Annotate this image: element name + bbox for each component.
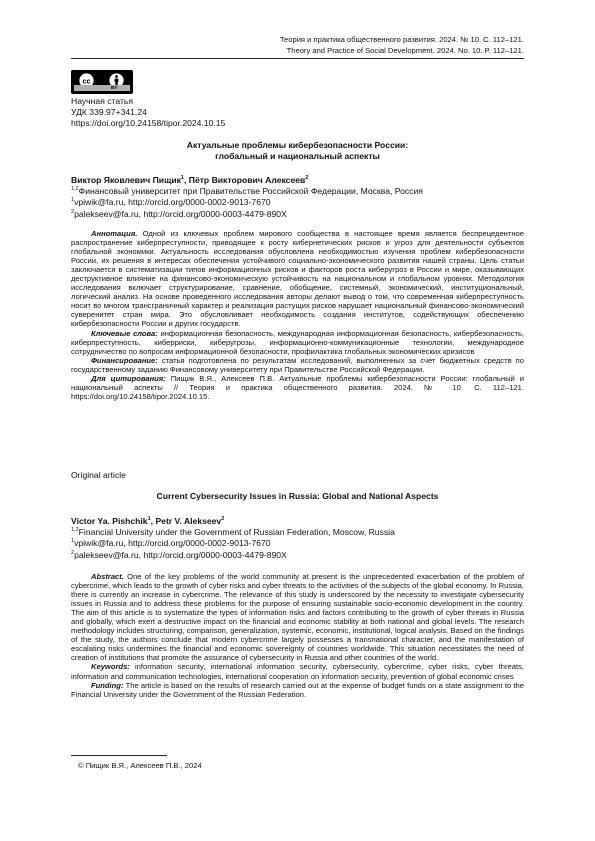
contact1-en[interactable]: $^1$vpiwik@fa.ru, http://orcid.org/0000-0002-9013-7670 (71, 538, 271, 549)
keywords-text-en: information security, international information security, cybersecurity, cybercrime, cyber risks, cyber threats, information and communication technologies, international cooperation on information security, prevention of global economic crises (71, 662, 524, 681)
article-type-en: Original article (71, 470, 126, 480)
affiliation-ru: $^{1,2}$Финансовый университет при Правительстве Российской Федерации, Москва, Россия (71, 186, 423, 197)
doi-link[interactable]: https://doi.org/10.24158/tipor.2024.10.15 (71, 118, 226, 129)
abstract-text-en: One of the key problems of the world community at present is the unprecedented exacerbation of the problem of cybercrime, which leads to the growth of cyber risks and cyber threats to the activities of the subjects of the global economy. In Russia, there is currently an increase in cybercrime. The relevance of this study is underscored by the necessity to investigate cybersecurity issues in Russia and to address these problems for the purpose of ensuring sustainable socio-economic development in the country. The aim of this article is to systematize the types of information risks and factors contributing to the growth of cyber threats in Russia and globally, which exert a destructive impact on the financial and economic stability at both national and global levels. The research methodology includes structuring, comparison, generalization, systemic, economic, institutional, logical analysis. Based on the findings of the study, the authors conclude that modern cybercrime largely possesses a transnational character, and the manifestation of escalating risks undermines the financial and economic sovereignty of countries worldwide. This situation necessitates the need of creation of institutions that promote the assurance of cybersecurity in Russia and other countries of the world. (71, 572, 524, 663)
keywords-ru (71, 329, 524, 356)
article-title-en: Current Cybersecurity Issues in Russia: Global and National Aspects (156, 491, 439, 501)
funding-en (71, 681, 524, 699)
authors-en (71, 516, 524, 561)
funding-ru (71, 356, 524, 374)
udc-code: УДК 339.97+341.24 (71, 107, 147, 118)
title-ru-line1: Актуальные проблемы кибербезопасности России: (186, 140, 409, 150)
authors-ru (71, 175, 524, 220)
abstract-en (71, 572, 524, 662)
abstract-ru (71, 229, 524, 329)
abstract-text-ru: Одной из ключевых проблем мирового сообщества в настоящее время является беспрецедентное распространение киберпреступности, приводящее к росту кибернетических рисков и угроз для деятельности субъектов глобальной экономики. Актуальность исследования обусловлена необходимостью изучения проблем кибербезопасности России, их решения в интересах обеспечения устойчивого социально-экономического развития нашей страны. Цель статьи заключается в систематизации типов информационных рисков и факторов роста киберугроз в России и мире, оказывающих деструктивное влияние на финансово-экономическую устойчивость на национальном и глобальном уровнях. Методология исследования включает структурирование, сравнение, обобщение, системный, экономический, институциональный, логический анализ. На основе проведенного исследования авторы делают вывод о том, что современная киберпреступность носит во многом трансграничный характер и реализация растущих рисков нарушает национальный финансово-экономический суверенитет стран мира. Это обусловливает необходимость создания институтов, содействующих обеспечению кибербезопасности России и других государств. (71, 229, 524, 329)
author1-en: Victor Ya. Pishchik (71, 516, 148, 526)
contact1-ru[interactable]: $^1$vpiwik@fa.ru, http://orcid.org/0000-0002-9013-7670 (71, 197, 271, 208)
author-separator: , (183, 175, 189, 185)
author2-ru: Пётр Викторович Алексеев (188, 175, 306, 185)
affiliation-ref: 1,2 (71, 186, 79, 193)
abstract-label-en: Abstract. (91, 572, 124, 581)
contact2-ru[interactable]: $^2$palekseev@fa.ru, http://orcid.org/0000-0003-4479-890X (71, 208, 287, 219)
citation-text-ru: Пищик В.Я., Алексеев П.В. Актуальные проблемы кибербезопасности России: глобальный и национальный аспекты // Теория и практика общественного развития. 2024. № 10. С. 112–121. https://doi.org/10.24158/tipor.2024.10.15. (71, 373, 525, 401)
title-ru-line2: глобальный и национальный аспекты (215, 151, 380, 162)
journal-header-ru: Теория и практика общественного развития. 2024. № 10. С. 112–121. (279, 35, 524, 44)
citation-label-ru: Для цитирования: (91, 373, 166, 383)
footnote-divider (71, 755, 167, 756)
article-title-ru (71, 140, 524, 162)
keywords-label-ru: Ключевые слова: (91, 328, 158, 338)
header-divider (71, 58, 524, 59)
funding-text-ru: статья подготовлена по результатам исследований, выполненных за счет бюджетных средств по государственному заданию Финансовому университету при Правительстве Российской Федерации. (71, 355, 524, 374)
author-names-ru (71, 175, 524, 186)
author2-en: Petr V. Alekseev (155, 516, 222, 526)
license-band (74, 85, 130, 91)
keywords-en (71, 662, 524, 680)
abstract-block-ru (71, 229, 524, 401)
journal-header (280, 34, 524, 56)
article-type-ru: Научная статья (71, 96, 134, 106)
keywords-text-ru: информационная безопасность, международная информационная безопасность, кибербезопасность, киберпреступность, киберриски, киберугрозы, информационно-коммуникационные технологии, международное сотрудничество по вопросам информационной безопасности, профилактика глобальных экономических кризисов (71, 328, 525, 356)
funding-text-en: The article is based on the results of research carried out at the expense of budget funds on a state assignment to the Financial University under the Government of the Russian Federation. (71, 680, 524, 699)
license-band-label: BY (111, 85, 118, 90)
affiliation-en: $^{1,2}$Financial University under the Government of Russian Federation, Moscow, Russia (71, 527, 395, 538)
funding-label-ru: Финансирование: (91, 355, 158, 365)
abstract-label-ru: Аннотация. (91, 229, 138, 238)
citation-ru (71, 374, 524, 401)
funding-label-en: Funding: (91, 680, 124, 690)
cc-by-license-badge[interactable] (71, 70, 133, 94)
author1-ru: Виктор Яковлевич Пищик (71, 175, 181, 185)
journal-header-en: Theory and Practice of Social Development. 2024. No. 10. P. 112–121. (286, 46, 524, 55)
keywords-label-en: Keywords: (91, 662, 130, 672)
copyright-note: © Пищик В.Я., Алексеев П.В., 2024 (78, 761, 202, 770)
contact2-en[interactable]: $^2$palekseev@fa.ru, http://orcid.org/0000-0003-4479-890X (71, 549, 287, 560)
svg-text:cc: cc (82, 76, 91, 86)
author1-ref: 1 (180, 175, 184, 182)
abstract-block-en (71, 572, 524, 699)
author2-ref: 2 (305, 175, 309, 182)
article-meta-ru (71, 96, 225, 130)
author-names-en: Victor Ya. Pishchik$^1$, Petr V. Alekseev$^2$ (71, 516, 225, 526)
